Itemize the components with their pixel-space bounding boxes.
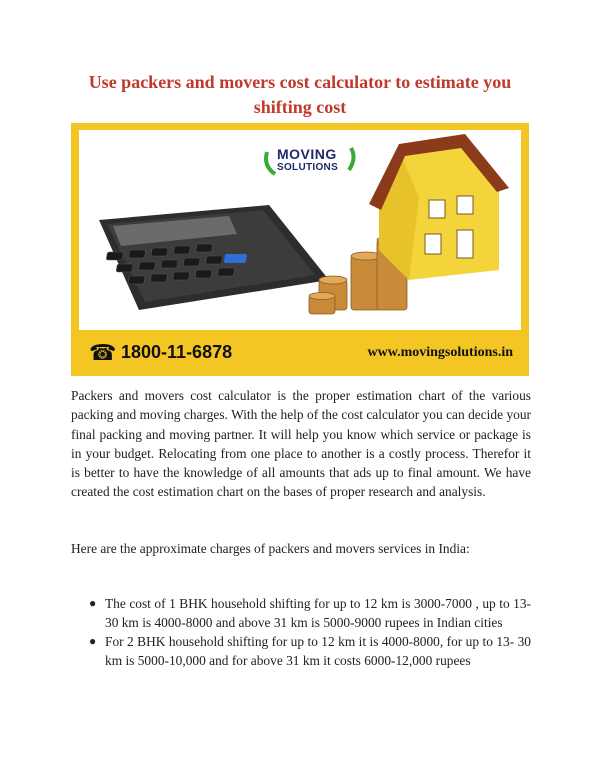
logo-text-top: MOVING — [277, 146, 337, 162]
phone-icon: ☎ — [89, 340, 117, 365]
moving-solutions-banner — [71, 123, 529, 376]
charges-intro: Here are the approximate charges of packers and movers services in India: — [71, 541, 470, 556]
list-item — [71, 594, 531, 632]
logo-text-bottom: SOLUTIONS — [277, 162, 339, 173]
list-item-text: The cost of 1 BHK household shifting for up to 12 km is 3000-7000 , up to 13-30 km is 4000-8000 and above 31 km is 5000-9000 rupees in Indian cities — [105, 596, 531, 630]
house-icon — [369, 134, 509, 280]
phone-number: 1800-11-6878 — [121, 342, 233, 362]
website-url: www.movingsolutions.in — [367, 345, 513, 360]
banner-image-area — [79, 130, 521, 330]
page-title: Use packers and movers cost calculator to estimate you shifting cost — [88, 72, 512, 117]
charges-list — [71, 594, 531, 670]
list-item — [71, 632, 531, 670]
bullet-icon: ● — [89, 634, 97, 648]
calculator-icon — [99, 205, 329, 310]
bullet-icon: ● — [89, 596, 97, 610]
intro-paragraph: Packers and movers cost calculator is the proper estimation chart of the various packing and moving charges. With the help of the cost calculator you can decide your final packing and moving partner. It will help you know which service or package is in your budget. Relocating from one place to another is a costly process. Therefor it is better to have the knowledge of all amounts that ads up to final amount. We have created the cost estimation chart on the bases of proper research and analysis. — [71, 388, 531, 500]
company-logo — [263, 144, 355, 180]
list-item-text: For 2 BHK household shifting for up to 12 km it is 4000-8000, for up to 13- 30 km is 5000-10,000 and for above 31 km it costs 6000-12,000 rupees — [105, 634, 531, 668]
